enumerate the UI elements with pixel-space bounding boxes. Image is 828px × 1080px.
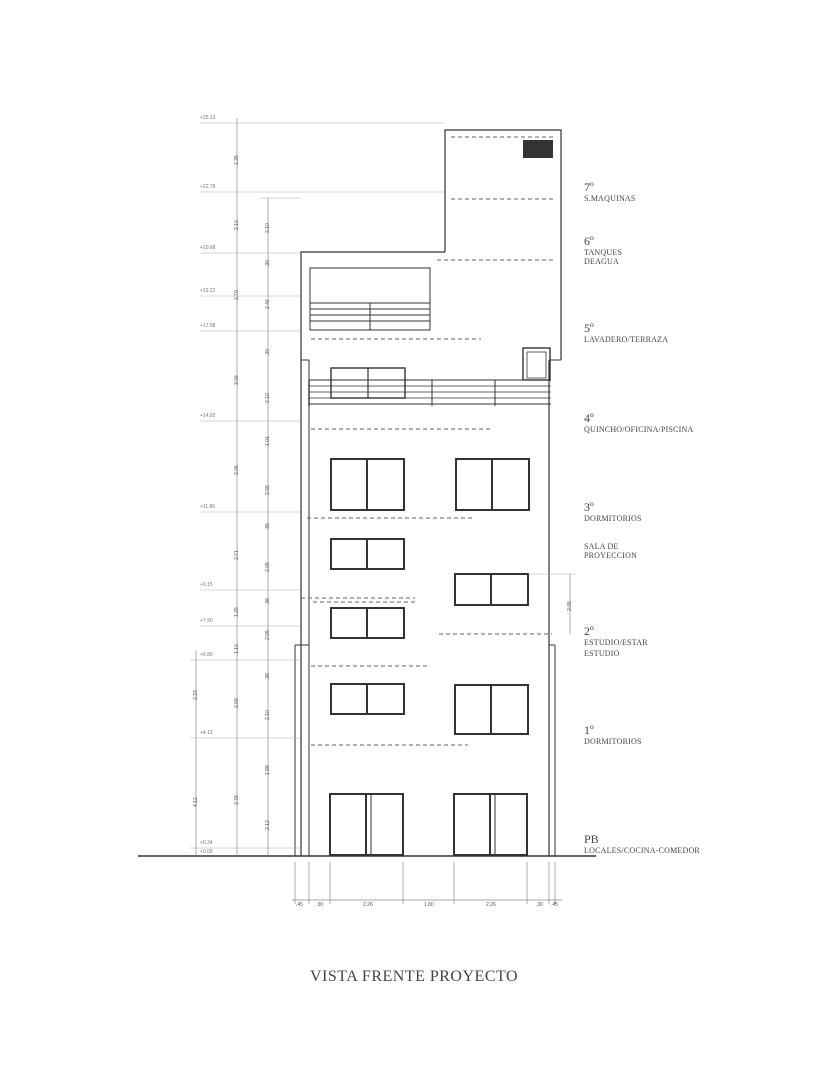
dim-label: 2.05 bbox=[567, 601, 573, 611]
dim-label: .30 bbox=[265, 260, 271, 267]
elevation-label: +0.00 bbox=[200, 849, 213, 855]
dim-label: 2.05 bbox=[265, 630, 271, 640]
dim-label: .30 bbox=[265, 349, 271, 356]
dim-label: 4.12 bbox=[193, 797, 199, 807]
elevation-label: +22.78 bbox=[200, 184, 216, 190]
terrace-railing bbox=[309, 348, 551, 406]
dim-label: 1.01 bbox=[265, 436, 271, 446]
window bbox=[456, 459, 529, 510]
machine-room-outline bbox=[445, 130, 561, 360]
dim-label: 2.12 bbox=[265, 820, 271, 830]
tank-terrace bbox=[310, 268, 430, 330]
floor-label-3: 3º DORMITORIOS bbox=[584, 500, 642, 523]
floor-label-7: 7º S.MAQUINAS bbox=[584, 180, 636, 203]
window bbox=[455, 685, 528, 734]
elevation-label: +19.22 bbox=[200, 288, 216, 294]
elevation-label: +17.98 bbox=[200, 323, 216, 329]
elevation-label: +4.12 bbox=[200, 730, 213, 736]
elevation-label: +11.86 bbox=[200, 504, 216, 510]
vent-grille bbox=[523, 140, 553, 158]
elevation-label: +0.34 bbox=[200, 840, 213, 846]
facade-outline bbox=[301, 252, 445, 856]
dim-label: 2.10 bbox=[234, 220, 240, 230]
window bbox=[331, 459, 404, 510]
window bbox=[330, 794, 403, 855]
floor-label-5: 5º LAVADERO/TERRAZA bbox=[584, 321, 669, 344]
dim-label: .45 bbox=[551, 902, 558, 908]
dim-label: .38 bbox=[265, 673, 271, 680]
dim-label: 3.78 bbox=[234, 795, 240, 805]
window bbox=[331, 539, 404, 569]
dim-label: 1.10 bbox=[234, 644, 240, 654]
dim-label: .30 bbox=[536, 902, 543, 908]
window bbox=[331, 608, 404, 638]
dim-label: .45 bbox=[296, 902, 303, 908]
floor-label-pb: PB LOCALES/COCINA-COMEDOR bbox=[584, 832, 700, 855]
dim-label: .38 bbox=[265, 598, 271, 605]
dim-label: 1.88 bbox=[265, 765, 271, 775]
elevation-label: +14.92 bbox=[200, 413, 216, 419]
dim-label: 2.26 bbox=[486, 902, 496, 908]
window bbox=[454, 794, 527, 855]
dim-label: 2.71 bbox=[234, 550, 240, 560]
floor-label-1: 1º DORMITORIOS bbox=[584, 723, 642, 746]
elevation-label: +6.80 bbox=[200, 652, 213, 658]
dim-label: 3.06 bbox=[234, 375, 240, 385]
floor-label-sala: SALA DE PROYECCION bbox=[584, 542, 638, 560]
floor-label-6: 6º TANQUES DEAGUA bbox=[584, 234, 623, 266]
dim-label: 2.46 bbox=[265, 299, 271, 309]
drawing-title: VISTA FRENTE PROYECTO bbox=[309, 968, 519, 985]
floor-label-estudio: ESTUDIO bbox=[584, 649, 620, 658]
dim-label: 2.26 bbox=[363, 902, 373, 908]
elevation-label: +7.90 bbox=[200, 618, 213, 624]
elevation-label: +9.15 bbox=[200, 582, 213, 588]
dim-label: 1.25 bbox=[234, 607, 240, 617]
floor-label-2: 2º ESTUDIO/ESTAR bbox=[584, 624, 648, 647]
dim-label: 1.80 bbox=[424, 902, 434, 908]
dim-label: 2.70 bbox=[234, 290, 240, 300]
dim-label: 2.10 bbox=[265, 393, 271, 403]
dim-label: 2.10 bbox=[265, 223, 271, 233]
dim-label: .85 bbox=[265, 523, 271, 530]
dim-label: 2.10 bbox=[265, 710, 271, 720]
elevation-label: +25.13 bbox=[200, 115, 216, 121]
elevation-label: +20.68 bbox=[200, 245, 216, 251]
window bbox=[331, 684, 404, 714]
dim-label: 2.05 bbox=[265, 562, 271, 572]
slab-lines bbox=[301, 137, 556, 745]
dim-label: .30 bbox=[316, 902, 323, 908]
dim-label: 2.68 bbox=[234, 698, 240, 708]
window bbox=[455, 574, 528, 605]
dim-label: 2.35 bbox=[234, 155, 240, 165]
dim-label: 2.05 bbox=[265, 485, 271, 495]
dim-label: 3.06 bbox=[234, 465, 240, 475]
floor-label-4: 4º QUINCHO/OFICINA/PISCINA bbox=[584, 411, 694, 434]
dim-label: 2.33 bbox=[193, 690, 199, 700]
